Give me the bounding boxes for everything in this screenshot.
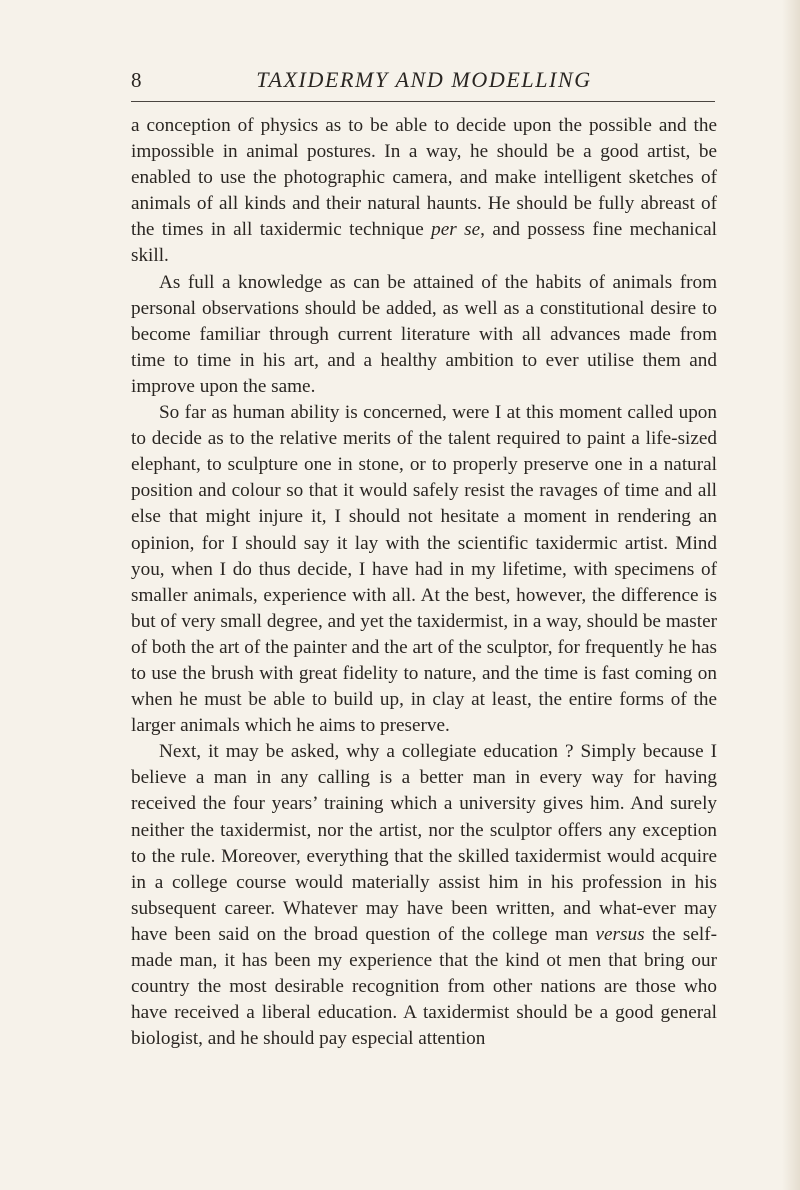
page-header [131, 62, 717, 102]
paragraph-1-italic: per se [431, 219, 481, 241]
paragraph-4-text: Next, it may be asked, why a collegiate education ? Simply because I believe a man in any calling is a better man in every way for having received the four years’ training which a university gives him. And surely neither the taxidermist, nor the artist, nor the sculptor offers any exception to the rule. Moreover, everything that the skilled taxidermist would acquire in a college course would materially assist him in his profession in his subsequent career. Whatever may have been written, and what-ever may have been said on the broad question of the college man [131, 741, 717, 945]
paragraph-2-text: As full a knowledge as can be attained of the habits of animals from personal observations should be added, as well as a constitutional desire to become familiar through current literature with all advances made from time to time in his art, and a healthy ambition to ever utilise them and improve upon the same. [131, 271, 717, 397]
paragraph-1 [131, 113, 717, 270]
header-rule [131, 101, 715, 102]
paragraph-2 [131, 270, 717, 400]
paragraph-3-text: So far as human ability is concerned, were I at this moment called upon to decide as to the relative merits of the talent required to paint a life-sized elephant, to sculpture one in stone, or to properly preserve one in a natural position and colour so that it would safely resist the ravages of time and all else that might injure it, I should not hesitate a moment in rendering an opinion, for I should say it lay with the scientific taxidermic artist. Mind you, when I do thus decide, I have had in my lifetime, with specimens of smaller animals, experience with all. At the best, however, the difference is but of very small degree, and yet the taxidermist, in a way, should be master of both the art of the painter and the art of the sculptor, for frequently he has to use the brush with great fidelity to nature, and the time is fast coming on when he must be able to build up, in clay at least, the entire forms of the larger animals which he aims to preserve. [131, 402, 717, 737]
paragraph-4-italic: versus [595, 923, 645, 945]
running-title: TAXIDERMY AND MODELLING [256, 67, 592, 92]
paragraph-1-text: a conception of physics as to be able to decide upon the possible and the impossible in animal postures. In a way, he should be a good artist, be enabled to use the photographic camera, and make intelligent sketches of animals of all kinds and their natural haunts. He should be fully abreast of the times in all taxidermic technique [131, 115, 717, 241]
page-number: 8 [131, 68, 142, 92]
paragraph-4 [131, 739, 717, 1052]
paragraph-4-text-end: the self-made man, it has been my experience that the kind ot men that bring our country the most desirable recognition from other nations are those who have received a liberal education. A taxidermist should be a good general biologist, and he should pay especial attention [131, 923, 717, 1050]
page-edge-shadow [782, 0, 800, 1190]
paragraph-1-text-end: , and possess fine mechanical skill. [131, 219, 717, 267]
body-text [131, 113, 717, 1052]
paragraph-3 [131, 400, 717, 739]
